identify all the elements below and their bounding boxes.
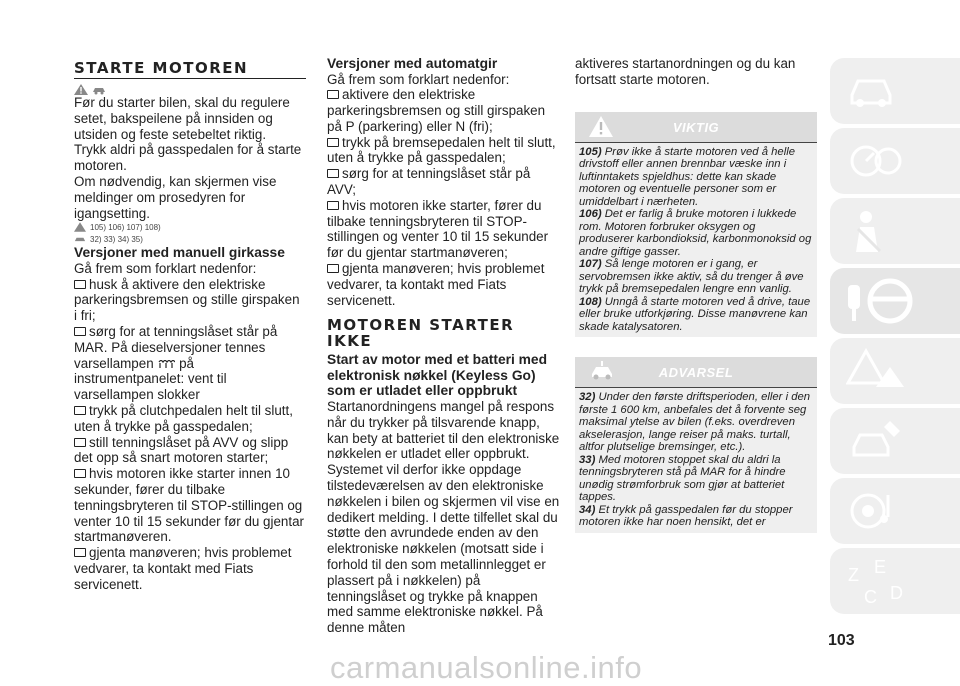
glow-plug-icon — [157, 360, 175, 369]
car-icon — [846, 67, 896, 111]
advarsel-item: 32) Under den første driftsperioden, eller i den første 1 600 km, anbefales det å forvente seg maksimal ytelse av bilen (f.eks. overdreven akselerasjon, lange reiser på maks. turtall, altfor plutselige bremsinger, etc.). — [579, 391, 811, 454]
bullet-box-icon — [74, 280, 86, 289]
viktig-item: 107) Så lenge motoren er i gang, er servobremsen ikke aktiv, så du trenger å øve trykk på bremsepedalen lengre enn vanlig. — [579, 258, 804, 296]
advarsel-title: ADVARSEL — [658, 365, 734, 381]
side-tab-dashboard[interactable] — [830, 128, 960, 194]
advarsel-item: 33) Med motoren stoppet skal du aldri la tenningsbryteren stå på MAR for å hindre unødig strømforbruk som gjør at batteriet tappes. — [579, 453, 786, 504]
bullet-box-icon — [74, 469, 86, 478]
manual-bullet-4: still tenningslåset på AVV og slipp det opp så snart motoren starter; — [74, 434, 289, 466]
refs-warning — [74, 221, 306, 233]
advarsel-header — [575, 357, 817, 388]
intro-p2: Trykk aldri på gasspedalen for å starte motoren. — [74, 142, 302, 174]
auto-bullet-2: trykk på bremsepedalen helt til slutt, uten å trykke på gasspedalen; — [327, 134, 556, 166]
viktig-title: VIKTIG — [672, 119, 720, 135]
side-tab-warning-road[interactable] — [830, 338, 960, 404]
dashboard-icon — [846, 137, 906, 185]
manual-bullet-1: husk å aktivere den elektriske parkeringsbremsen og stille girspaken i fri; — [74, 276, 300, 324]
side-tab-wrench-car[interactable] — [830, 408, 960, 474]
refs-caution — [74, 233, 306, 245]
svg-text:D: D — [890, 583, 903, 603]
refs-caution-text: 32) 33) 34) 35) — [90, 234, 143, 244]
page-number: 103 — [828, 632, 855, 649]
manual-lead: Gå frem som forklart nedenfor: — [74, 260, 257, 276]
warning-triangle-icon — [74, 222, 86, 232]
advarsel-body — [575, 388, 817, 533]
auto-bullet-5: gjenta manøveren; hvis problemet vedvarer, ta kontakt med Fiats servicenett. — [327, 261, 545, 308]
svg-text:E: E — [874, 557, 887, 577]
column-1 — [74, 60, 306, 593]
column-2 — [327, 56, 560, 636]
manual-bullet-5: hvis motoren ikke starter innen 10 sekunder, fører du tilbake tenningsbryteren til STOP-stillingen og venter 10 til 15 sekunder før du gjentar startmanøveren. — [74, 466, 305, 545]
viktig-box — [575, 112, 817, 338]
seatbelt-icon — [846, 207, 896, 257]
keyless-text: Startanordningens mangel på respons når du trykker på tilsvarende knapp, kan bety at batteriet til den elektroniske nøkkelen er utladet eller oppbrukt. Systemet vil derfor ikke oppdage tilstedeværelsen av den elektroniske nøkkelen i bilen og skjermen vil vise en dedikert melding. I dette tilfellet skal du støtte den avrundede enden av den elektroniske nøkkelen (motsatt side i forhold til den som metallinnlegget er plassert på i nøkkelen) på tenningslåset og trykke på knappen med samme elektroniske nøkkel. På denne måten — [327, 398, 560, 636]
manual-bullet-2: sørg for at tenningslåset står på MAR. På dieselversjoner tennes varsellampen på instrumentpanelet: vent til varsellampen slokker — [74, 324, 278, 403]
intro-p1: Før du starter bilen, skal du regulere setet, bakspeilene på innsiden og utsiden og feste setebeltet riktig. — [74, 95, 290, 142]
settings-music-icon — [846, 487, 906, 537]
manual-heading: Versjoner med manuell girkasse — [74, 245, 285, 261]
auto-bullet-3: sørg for at tenningslåset står på AVV; — [327, 166, 531, 198]
warning-triangle-icon — [74, 84, 88, 95]
advarsel-box — [575, 357, 817, 533]
key-steering-wheel-icon — [846, 277, 916, 327]
manual-bullet-6: gjenta manøveren; hvis problemet vedvarer, ta kontakt med Fiats servicenett. — [74, 545, 292, 592]
svg-text:C: C — [864, 587, 877, 607]
section-title-starte-motoren: STARTE MOTOREN — [74, 60, 306, 79]
auto-bullet-1: aktivere den elektriske parkeringsbremsen og still girspaken på P (parkering) eller N (fri); — [327, 87, 546, 134]
refs-warning-text: 105) 106) 107) 108) — [90, 222, 161, 232]
continued-text: aktiveres startanordningen og du kan fortsatt starte motoren. — [575, 56, 796, 87]
bullet-box-icon — [327, 90, 339, 99]
warning-refs — [74, 83, 306, 95]
car-caution-icon — [74, 234, 86, 244]
auto-heading: Versjoner med automatgir — [327, 56, 498, 71]
alphabet-index-icon — [846, 557, 916, 613]
intro-p3: Om nødvendig, kan skjermen vise meldinger om prosedyren for igangsetting. — [74, 173, 277, 221]
bullet-box-icon — [74, 327, 86, 336]
warning-road-icon — [846, 347, 906, 397]
viktig-item: 106) Det er farlig å bruke motoren i lukkede rom. Motoren forbruker oksygen og produserer karbondioksid, karbonmonoksid og andre giftige gasser. — [579, 208, 812, 258]
viktig-item: 108) Unngå å starte motoren ved å drive, taue eller bruke utforkjøring. Disse manøvrene kan skade katalysatoren. — [579, 295, 811, 333]
bullet-box-icon — [327, 138, 339, 147]
section-title-motoren-starter-ikke: MOTOREN STARTER IKKE — [327, 316, 515, 351]
side-tab-car[interactable] — [830, 58, 960, 124]
watermark: carmanualsonline.info — [330, 650, 643, 685]
bullet-box-icon — [327, 264, 339, 273]
column-3 — [575, 56, 817, 533]
bullet-box-icon — [74, 548, 86, 557]
advarsel-item: 34) Et trykk på gasspedalen før du stopper motoren ikke har noen hensikt, det er — [579, 503, 793, 529]
svg-text:Z: Z — [848, 565, 859, 585]
bullet-box-icon — [74, 438, 86, 447]
viktig-item: 105) Prøv ikke å starte motoren ved å helle drivstoff eller annen brennbar væske inn i luftinntakets spjeldhus: dette kan skade motoren og eventuelle personer som er umiddelbart i nærheten. — [579, 145, 796, 208]
auto-bullet-4: hvis motoren ikke starter, fører du tilbake tenningsbryteren til STOP-stillingen og venter 10 til 15 sekunder før du gjentar startmanøveren; — [327, 197, 549, 261]
auto-lead: Gå frem som forklart nedenfor: — [327, 71, 510, 87]
keyless-heading: Start av motor med et batteri med elektronisk nøkkel (Keyless Go) som er utladet eller oppbrukt — [327, 352, 548, 399]
viktig-header — [575, 112, 817, 143]
wrench-car-icon — [846, 417, 906, 467]
side-tab-alphabet-index[interactable] — [830, 548, 960, 614]
bullet-box-icon — [74, 406, 86, 415]
side-tab-seatbelt[interactable] — [830, 198, 960, 264]
side-tab-key-steering[interactable] — [830, 268, 960, 334]
side-tab-settings-music[interactable] — [830, 478, 960, 544]
bullet-box-icon — [327, 169, 339, 178]
manual-bullet-3: trykk på clutchpedalen helt til slutt, uten å trykke på gasspedalen; — [74, 403, 293, 434]
viktig-body — [575, 143, 817, 338]
bullet-box-icon — [327, 201, 339, 210]
car-caution-icon — [92, 84, 106, 95]
